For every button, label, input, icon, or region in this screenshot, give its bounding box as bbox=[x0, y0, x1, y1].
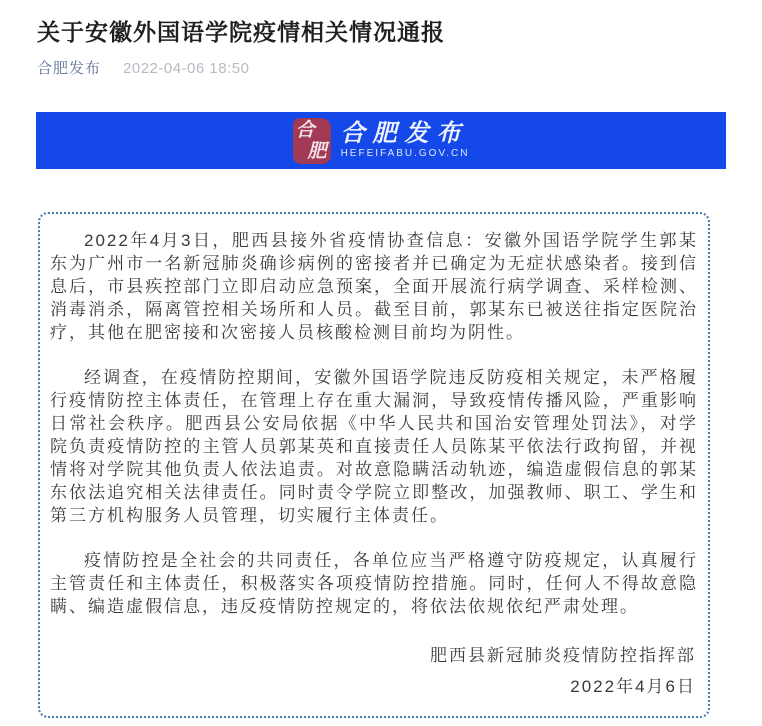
publish-time: 2022-04-06 18:50 bbox=[123, 60, 250, 77]
page-title: 关于安徽外国语学院疫情相关情况通报 bbox=[37, 19, 445, 45]
notice-paragraph-1: 2022年4月3日，肥西县接外省疫情协查信息：安徽外国语学院学生郭某东为广州市一名新冠肺炎确诊病例的密接者并已确定为无症状感染者。接到信息后，市县疾控部门立即启动应急预案，全面开展流行病学调查、采样检测、消毒消杀，隔离管控相关场所和人员。截至目前，郭某东已被送往指定医院治疗，其他在肥密接和次密接人员核酸检测目前均为阴性。 bbox=[50, 231, 698, 342]
signature-block bbox=[50, 640, 698, 702]
notice-box bbox=[38, 212, 710, 718]
brand-banner bbox=[36, 112, 726, 169]
brand-text bbox=[341, 121, 470, 160]
seal-char-top: 合 bbox=[295, 119, 315, 141]
signature-date: 2022年4月6日 bbox=[570, 677, 696, 696]
hefei-seal-icon bbox=[293, 118, 331, 164]
brand-name: 合肥发布 bbox=[340, 120, 469, 147]
signature-org: 肥西县新冠肺炎疫情防控指挥部 bbox=[430, 646, 696, 665]
brand-logo-group bbox=[293, 118, 470, 164]
notice-paragraph-3: 疫情防控是全社会的共同责任，各单位应当严格遵守防疫规定，认真履行主管责任和主体责任，积极落实各项疫情防控措施。同时，任何人不得故意隐瞒、编造虚假信息，违反疫情防控规定的，将依法依规依纪严肃处理。 bbox=[50, 551, 698, 616]
source-link[interactable]: 合肥发布 bbox=[37, 60, 102, 77]
notice-paragraph-2: 经调查，在疫情防控期间，安徽外国语学院违反防疫相关规定，未严格履行疫情防控主体责任，在管理上存在重大漏洞，导致疫情传播风险，严重影响日常社会秩序。肥西县公安局依据《中华人民共和国治安管理处罚法》，对学院负责疫情防控的主管人员郭某英和直接责任人员陈某平依法行政拘留，并视情将对学院其他负责人依法追责。对故意隐瞒活动轨迹，编造虚假信息的郭某东依法追究相关法律责任。同时责令学院立即整改，加强教师、职工、学生和第三方机构服务人员管理，切实履行主体责任。 bbox=[50, 368, 698, 525]
byline bbox=[0, 48, 762, 79]
seal-char-bottom: 肥 bbox=[307, 140, 327, 162]
brand-url: HEFEIFABU.GOV.CN bbox=[340, 148, 470, 159]
